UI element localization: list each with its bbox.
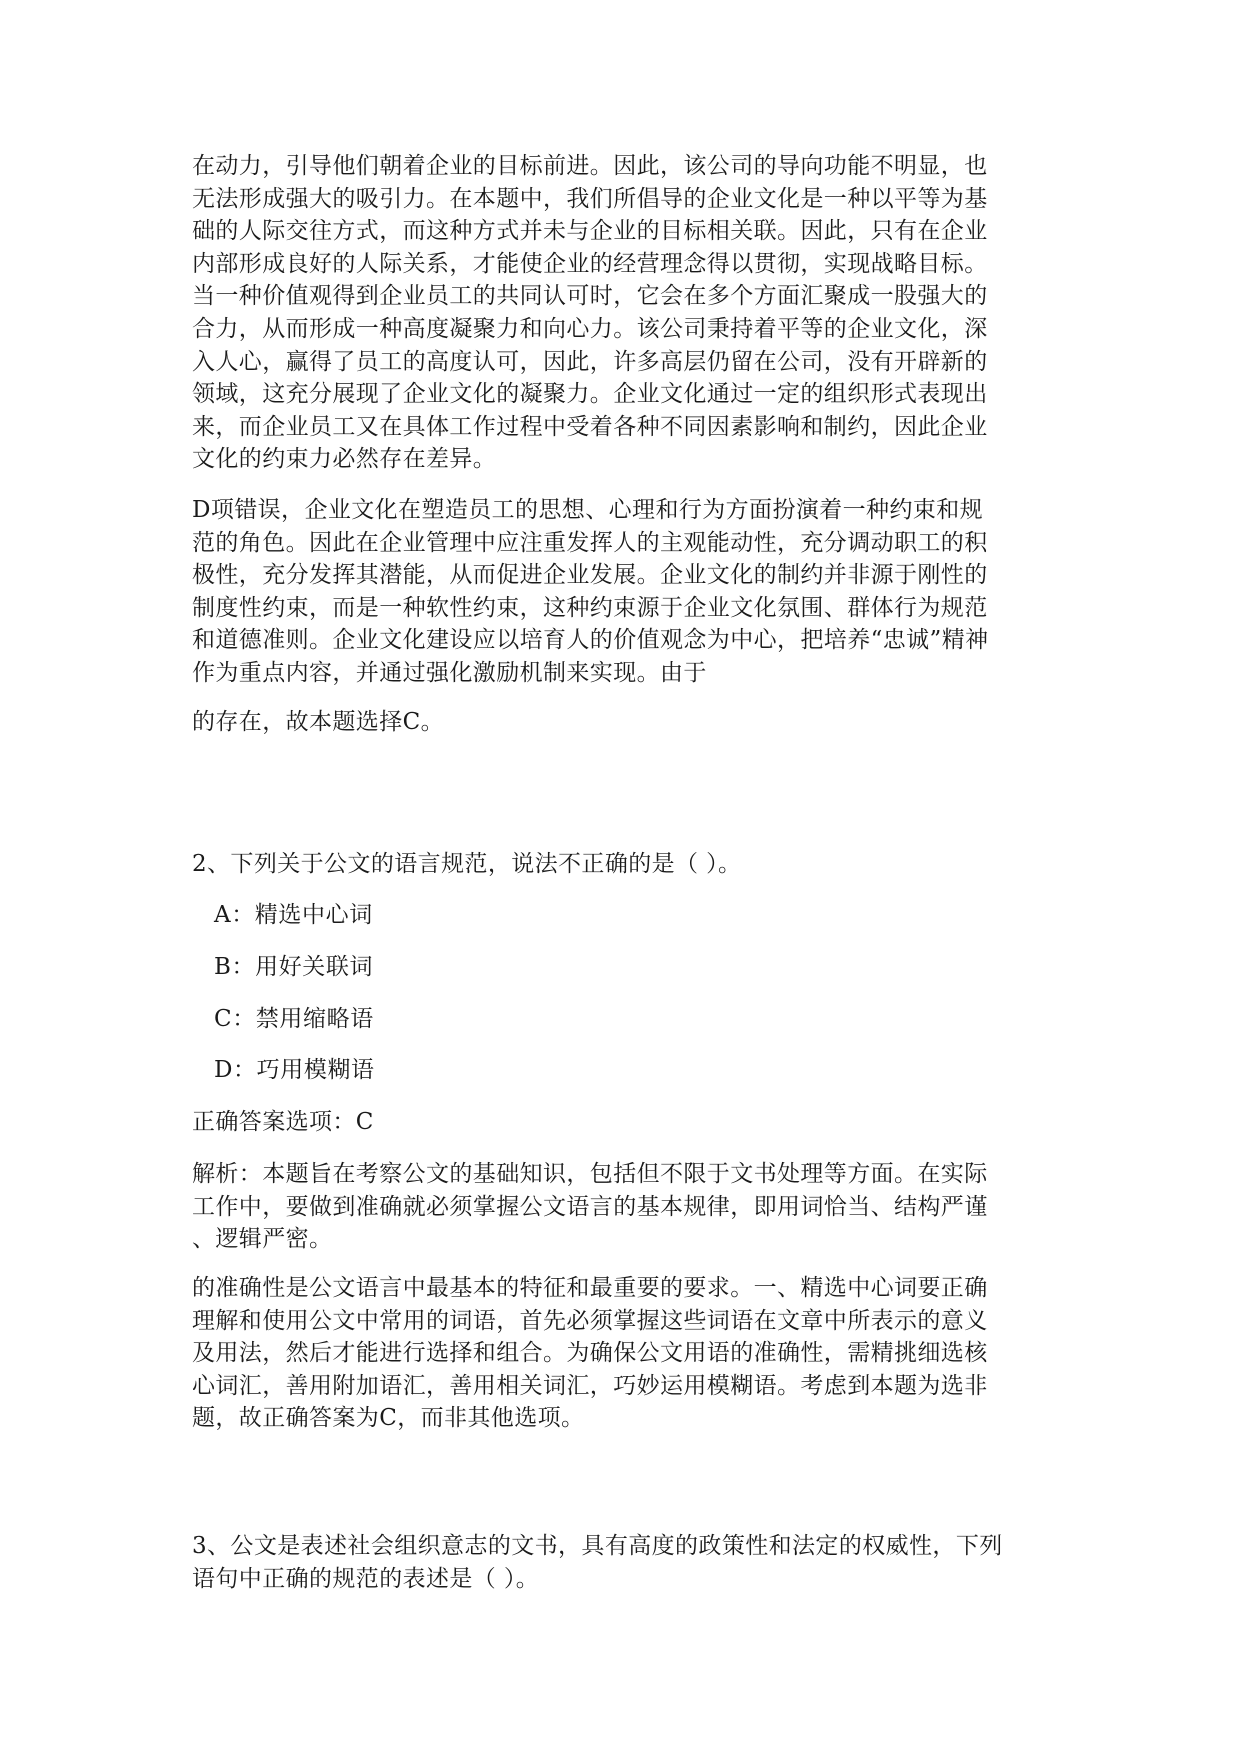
text-line: 的准确性是公文语言中最基本的特征和最重要的要求。一、精选中心词要正确 [192, 1275, 988, 1301]
analysis-paragraph-3 [192, 706, 1058, 739]
text-line: 、逻辑严密。 [192, 1226, 333, 1253]
question-stem: 2、下列关于公文的语言规范，说法不正确的是（ ）。 [192, 851, 742, 877]
text-line: 范的角色。因此在企业管理中应注重发挥人的主观能动性，充分调动职工的积 [192, 529, 988, 556]
answer-text: 正确答案选项：C [192, 1109, 374, 1135]
analysis-paragraph-1 [192, 150, 1058, 476]
text-line: 作为重点内容，并通过强化激励机制来实现。由于 [192, 659, 707, 686]
text-line: 来，而企业员工又在具体工作过程中受着各种不同因素影响和制约，因此企业 [192, 413, 988, 440]
text-line: 领域，这充分展现了企业文化的凝聚力。企业文化通过一定的组织形式表现出 [192, 381, 988, 408]
text-line: 文化的约束力必然存在差异。 [192, 446, 497, 473]
text-line: 的存在，故本题选择C。 [192, 709, 444, 735]
question-2-stem [192, 848, 1058, 881]
text-line: 心词汇，善用附加语汇，善用相关词汇，巧妙运用模糊语。考虑到本题为选非 [192, 1372, 988, 1399]
text-line: 题，故正确答案为C，而非其他选项。 [192, 1405, 585, 1432]
text-line: 在动力，引导他们朝着企业的目标前进。因此，该公司的导向功能不明显，也 [192, 153, 988, 179]
text-line: 内部形成良好的人际关系，才能使企业的经营理念得以贯彻，实现战略目标。 [192, 250, 988, 277]
text-line: D项错误，企业文化在塑造员工的思想、心理和行为方面扮演着一种约束和规 [192, 497, 984, 523]
text-line: 理解和使用公文中常用的词语，首先必须掌握这些词语在文章中所表示的意义 [192, 1307, 988, 1334]
question-3-stem [192, 1530, 1058, 1595]
correct-answer [192, 1106, 1058, 1139]
text-line: 极性，充分发挥其潜能，从而促进企业发展。企业文化的制约并非源于刚性的 [192, 562, 988, 589]
option-a: A：精选中心词 [214, 902, 373, 928]
text-line: 3、公文是表述社会组织意志的文书，具有高度的政策性和法定的权威性，下列 [192, 1533, 1003, 1559]
explanation-paragraph-1 [192, 1158, 1058, 1256]
option-c: C：禁用缩略语 [214, 1006, 374, 1032]
text-line: 入人心，赢得了员工的高度认可，因此，许多高层仍留在公司，没有开辟新的 [192, 348, 988, 375]
text-line: 无法形成强大的吸引力。在本题中，我们所倡导的企业文化是一种以平等为基 [192, 185, 988, 212]
text-line: 解析：本题旨在考察公文的基础知识，包括但不限于文书处理等方面。在实际 [192, 1161, 988, 1187]
explanation-paragraph-2 [192, 1272, 1058, 1435]
text-line: 础的人际交往方式，而这种方式并未与企业的目标相关联。因此，只有在企业 [192, 218, 988, 245]
text-line: 和道德准则。企业文化建设应以培育人的价值观念为中心，把培养“忠诚”精神 [192, 627, 989, 654]
option-d: D：巧用模糊语 [214, 1057, 375, 1083]
text-line: 制度性约束，而是一种软性约束，这种约束源于企业文化氛围、群体行为规范 [192, 594, 988, 621]
text-line: 及用法，然后才能进行选择和组合。为确保公文用语的准确性，需精挑细选核 [192, 1340, 988, 1367]
text-line: 语句中正确的规范的表述是（ ）。 [192, 1565, 540, 1592]
text-line: 工作中，要做到准确就必须掌握公文语言的基本规律，即用词恰当、结构严谨 [192, 1193, 988, 1220]
text-line: 合力，从而形成一种高度凝聚力和向心力。该公司秉持着平等的企业文化，深 [192, 315, 988, 342]
option-b: B：用好关联词 [214, 954, 374, 980]
analysis-paragraph-2 [192, 494, 1058, 690]
text-line: 当一种价值观得到企业员工的共同认可时，它会在多个方面汇聚成一股强大的 [192, 283, 988, 310]
